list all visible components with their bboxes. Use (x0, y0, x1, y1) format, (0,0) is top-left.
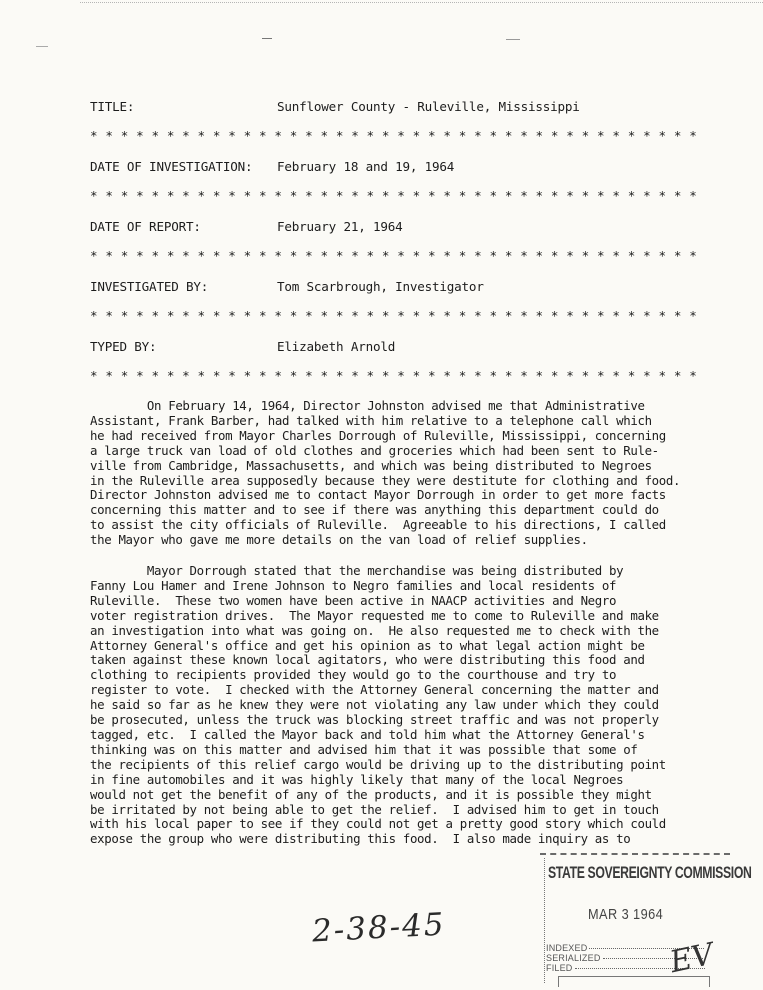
paragraph-line: register to vote. I checked with the Attorney General concerning the matter and (90, 682, 659, 698)
report-value: February 21, 1964 (277, 219, 403, 234)
stamp-indexed-label: INDEXED (546, 943, 588, 953)
stamp-date: MAR 3 1964 (588, 906, 664, 923)
paragraph-line: concerning this matter and to see if there was anything this department could do (90, 502, 659, 518)
paragraph-line: Mayor Dorrough stated that the merchandise was being distributed by (90, 563, 624, 578)
stamp-filed-label: FILED (546, 963, 573, 973)
paragraph-line: ville from Cambridge, Massachusetts, and which was being distributed to Negroes (90, 457, 652, 473)
paragraph-line: in fine automobiles and it was highly likely that many of the local Negroes (90, 771, 624, 787)
paragraph-line: voter registration drives. The Mayor requested me to come to Ruleville and make (90, 607, 659, 623)
paragraph-line: On February 14, 1964, Director Johnston advised me that Administrative (90, 398, 645, 413)
paragraph-line: he had received from Mayor Charles Dorrough of Ruleville, Mississippi, concerning (90, 427, 666, 443)
scan-speck (36, 46, 48, 47)
title-label: TITLE: (90, 99, 135, 114)
paragraph-line: Assistant, Frank Barber, had talked with him relative to a telephone call which (90, 412, 652, 428)
paragraph-line: clothing to recipients provided they would go to the courthouse and try to (90, 667, 617, 683)
paragraph-line: expose the group who were distributing this food. I also made inquiry as to (90, 831, 631, 847)
paragraph-line: be prosecuted, unless the truck was blocking street traffic and was not properly (90, 712, 659, 728)
stamp-top-border (540, 853, 730, 855)
paragraph-line: tagged, etc. I called the Mayor back and told him what the Attorney General's (90, 726, 645, 742)
separator-2: * * * * * * * * * * * * * * * * * * * * * * * * * * * * * * * * * * * * * * * * (90, 188, 697, 203)
handwritten-file-number: 2-38-45 (311, 906, 447, 950)
paragraph-2 (90, 564, 710, 847)
title-value: Sunflower County - Ruleville, Mississippi (277, 99, 580, 114)
investigated-label: INVESTIGATED BY: (90, 279, 209, 294)
investigation-label: DATE OF INVESTIGATION: (90, 159, 253, 174)
paragraph-line: with his local paper to see if they could not get a pretty good story which could (90, 816, 666, 832)
receipt-stamp (540, 853, 752, 988)
paragraph-line: in the Ruleville area supposedly because they were destitute for clothing and food. (90, 472, 681, 488)
separator-1: * * * * * * * * * * * * * * * * * * * * * * * * * * * * * * * * * * * * * * * * (90, 128, 697, 143)
paragraph-line: a large truck van load of old clothes and groceries which had been sent to Rule- (90, 442, 659, 458)
paragraph-line: the Mayor who gave me more details on the van load of relief supplies. (90, 532, 588, 548)
investigation-value: February 18 and 19, 1964 (277, 159, 455, 174)
paragraph-line: taken against these known local agitators, who were distributing this food and (90, 652, 645, 668)
typed-label: TYPED BY: (90, 339, 157, 354)
paragraph-line: he said so far as he knew they were not violating any law under which they could (90, 697, 659, 713)
scan-speck (262, 38, 272, 39)
stamp-left-border (544, 858, 545, 983)
paragraph-line: Attorney General's office and get his opinion as to what legal action might be (90, 637, 645, 653)
separator-5: * * * * * * * * * * * * * * * * * * * * * * * * * * * * * * * * * * * * * * * * (90, 368, 697, 383)
paragraph-line: Ruleville. These two women have been active in NAACP activities and Negro (90, 592, 617, 608)
stamp-serialized-label: SERIALIZED (546, 953, 601, 963)
scan-speck (506, 39, 520, 40)
stamp-title: STATE SOVEREIGNTY COMMISSION (548, 863, 752, 882)
paragraph-line: to assist the city officials of Ruleville. Agreeable to his directions, I called (90, 517, 666, 533)
top-border-line (80, 2, 763, 3)
handwritten-initials: EV (666, 936, 717, 981)
paragraph-line: thinking was on this matter and advised him that it was possible that some of (90, 741, 638, 757)
typed-value: Elizabeth Arnold (277, 339, 396, 354)
paragraph-line: Director Johnston advised me to contact Mayor Dorrough in order to get more facts (90, 487, 666, 503)
paragraph-line: Fanny Lou Hamer and Irene Johnson to Negro families and local residents of (90, 577, 617, 593)
paragraph-line: would not get the benefit of any of the products, and it is possible they might (90, 786, 652, 802)
separator-4: * * * * * * * * * * * * * * * * * * * * * * * * * * * * * * * * * * * * * * * * (90, 308, 697, 323)
separator-3: * * * * * * * * * * * * * * * * * * * * * * * * * * * * * * * * * * * * * * * * (90, 248, 697, 263)
investigated-value: Tom Scarbrough, Investigator (277, 279, 484, 294)
paragraph-line: an investigation into what was going on. He also requested me to check with the (90, 622, 659, 638)
paragraph-line: the recipients of this relief cargo would be driving up to the distributing point (90, 756, 666, 772)
paragraph-line: be irritated by not being able to get the relief. I advised him to get in touch (90, 801, 659, 817)
stamp-bottom-box (558, 976, 710, 987)
report-label: DATE OF REPORT: (90, 219, 201, 234)
paragraph-1 (90, 399, 710, 548)
